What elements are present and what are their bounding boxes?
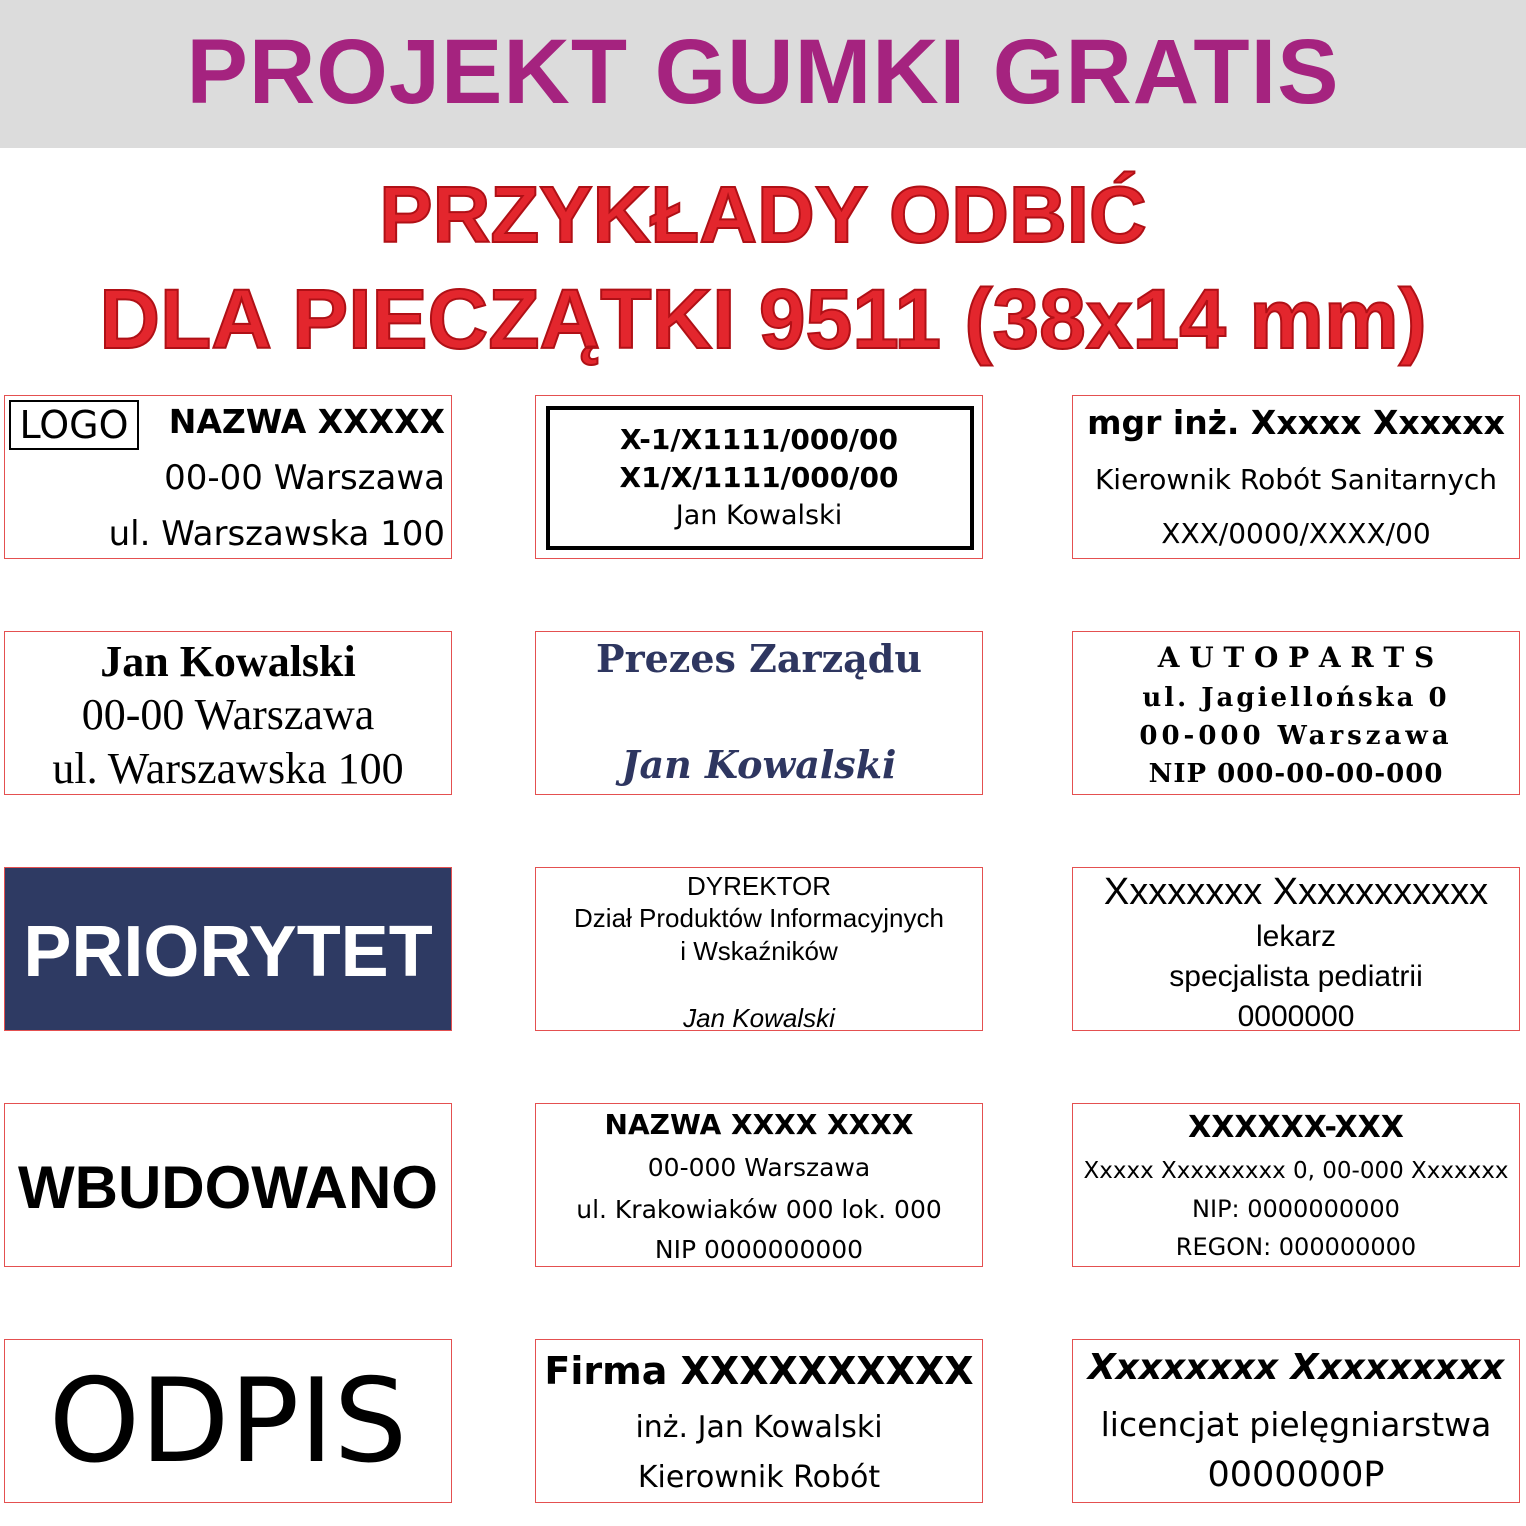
- street-line: ul. Jagiellońska 0: [1142, 683, 1450, 713]
- nip-line: NIP 000-00-00-000: [1148, 759, 1444, 789]
- department-line-1: Dział Produktów Informacyjnych: [574, 903, 944, 933]
- city-line: 00-00 Warszawa: [164, 458, 445, 498]
- engineer-role: Kierownik Robót Sanitarnych: [1094, 463, 1498, 496]
- president-name: Jan Kowalski: [621, 742, 897, 787]
- engineer-role: Kierownik Robót: [637, 1460, 881, 1495]
- code-line-2: X1/X/1111/000/00: [619, 461, 899, 494]
- city-line: 00-000 Warszawa: [1139, 721, 1453, 751]
- company-name: A U T O P A R T S: [1157, 641, 1435, 674]
- nurse-number: 0000000P: [1207, 1455, 1385, 1495]
- engineer-name: mgr inż. Xxxxx Xxxxxx: [1087, 403, 1505, 442]
- page-title: PROJEKT GUMKI GRATIS: [186, 21, 1340, 123]
- stamp-priority: [4, 867, 452, 1031]
- company-name: NAZWA XXXXX: [168, 402, 445, 441]
- address-line: Xxxxx Xxxxxxxxx 0, 00-000 Xxxxxxx: [1083, 1158, 1509, 1184]
- stamp-engineer: [1072, 395, 1520, 559]
- director-title: DYREKTOR: [687, 871, 831, 901]
- nip-line: NIP 0000000000: [654, 1235, 864, 1264]
- nurse-degree: licencjat pielęgniarstwa: [1100, 1405, 1492, 1444]
- firm-name: Firma XXXXXXXXXX: [544, 1349, 974, 1393]
- doctor-name: Xxxxxxxx Xxxxxxxxxxx: [1103, 871, 1489, 913]
- doctor-specialty: specjalista pediatrii: [1169, 960, 1423, 993]
- stamp-copy: [4, 1339, 452, 1503]
- stamp-autoparts: [1072, 631, 1520, 795]
- subtitle-line-1: PRZYKŁADY ODBIĆ: [379, 170, 1147, 259]
- street-line: ul. Warszawska 100: [52, 744, 404, 793]
- stamp-built-in: [4, 1103, 452, 1267]
- engineer-name: inż. Jan Kowalski: [635, 1410, 883, 1445]
- nip-line: NIP: 0000000000: [1192, 1195, 1400, 1223]
- director-name: Jan Kowalski: [683, 1003, 835, 1031]
- stamp-president: [535, 631, 983, 795]
- priority-label: PRIORYTET: [23, 912, 433, 992]
- nurse-name: Xxxxxxxx Xxxxxxxxx: [1087, 1347, 1505, 1388]
- stamp-firm: [535, 1339, 983, 1503]
- doctor-profession: lekarz: [1255, 920, 1337, 953]
- stamp-logo-address: [4, 395, 452, 559]
- street-line: ul. Warszawska 100: [108, 514, 445, 554]
- stamp-doctor: [1072, 867, 1520, 1031]
- stamp-serif-address: [4, 631, 452, 795]
- person-name: Jan Kowalski: [100, 637, 356, 686]
- stamp-framed-codes: [535, 395, 983, 559]
- company-name: NAZWA XXXX XXXX: [604, 1108, 914, 1141]
- stamp-company-address: [535, 1103, 983, 1267]
- stamp-nurse: [1072, 1339, 1520, 1503]
- street-line: ul. Krakowiaków 000 lok. 000: [576, 1195, 942, 1224]
- position-title: Prezes Zarządu: [596, 636, 922, 681]
- license-number: XXX/0000/XXXX/00: [1161, 517, 1431, 550]
- department-line-2: i Wskaźników: [680, 936, 838, 966]
- stamp-company-ids: [1072, 1103, 1520, 1267]
- regon-line: REGON: 000000000: [1175, 1233, 1417, 1261]
- subtitle-line-2: DLA PIECZĄTKI 9511 (38x14 mm): [99, 272, 1427, 366]
- city-line: 00-00 Warszawa: [81, 690, 375, 739]
- doctor-number: 0000000: [1237, 1000, 1355, 1031]
- built-in-label: WBUDOWANO: [18, 1154, 438, 1221]
- code-line-1: X-1/X1111/000/00: [619, 423, 899, 456]
- header-banner: [0, 0, 1526, 148]
- city-line: 00-000 Warszawa: [647, 1153, 871, 1182]
- copy-label: ODPIS: [48, 1354, 408, 1489]
- logo-placeholder: LOGO: [9, 400, 139, 450]
- company-code: XXXXXX-XXX: [1188, 1110, 1404, 1145]
- stamp-director: [535, 867, 983, 1031]
- name-line: Jan Kowalski: [675, 500, 843, 531]
